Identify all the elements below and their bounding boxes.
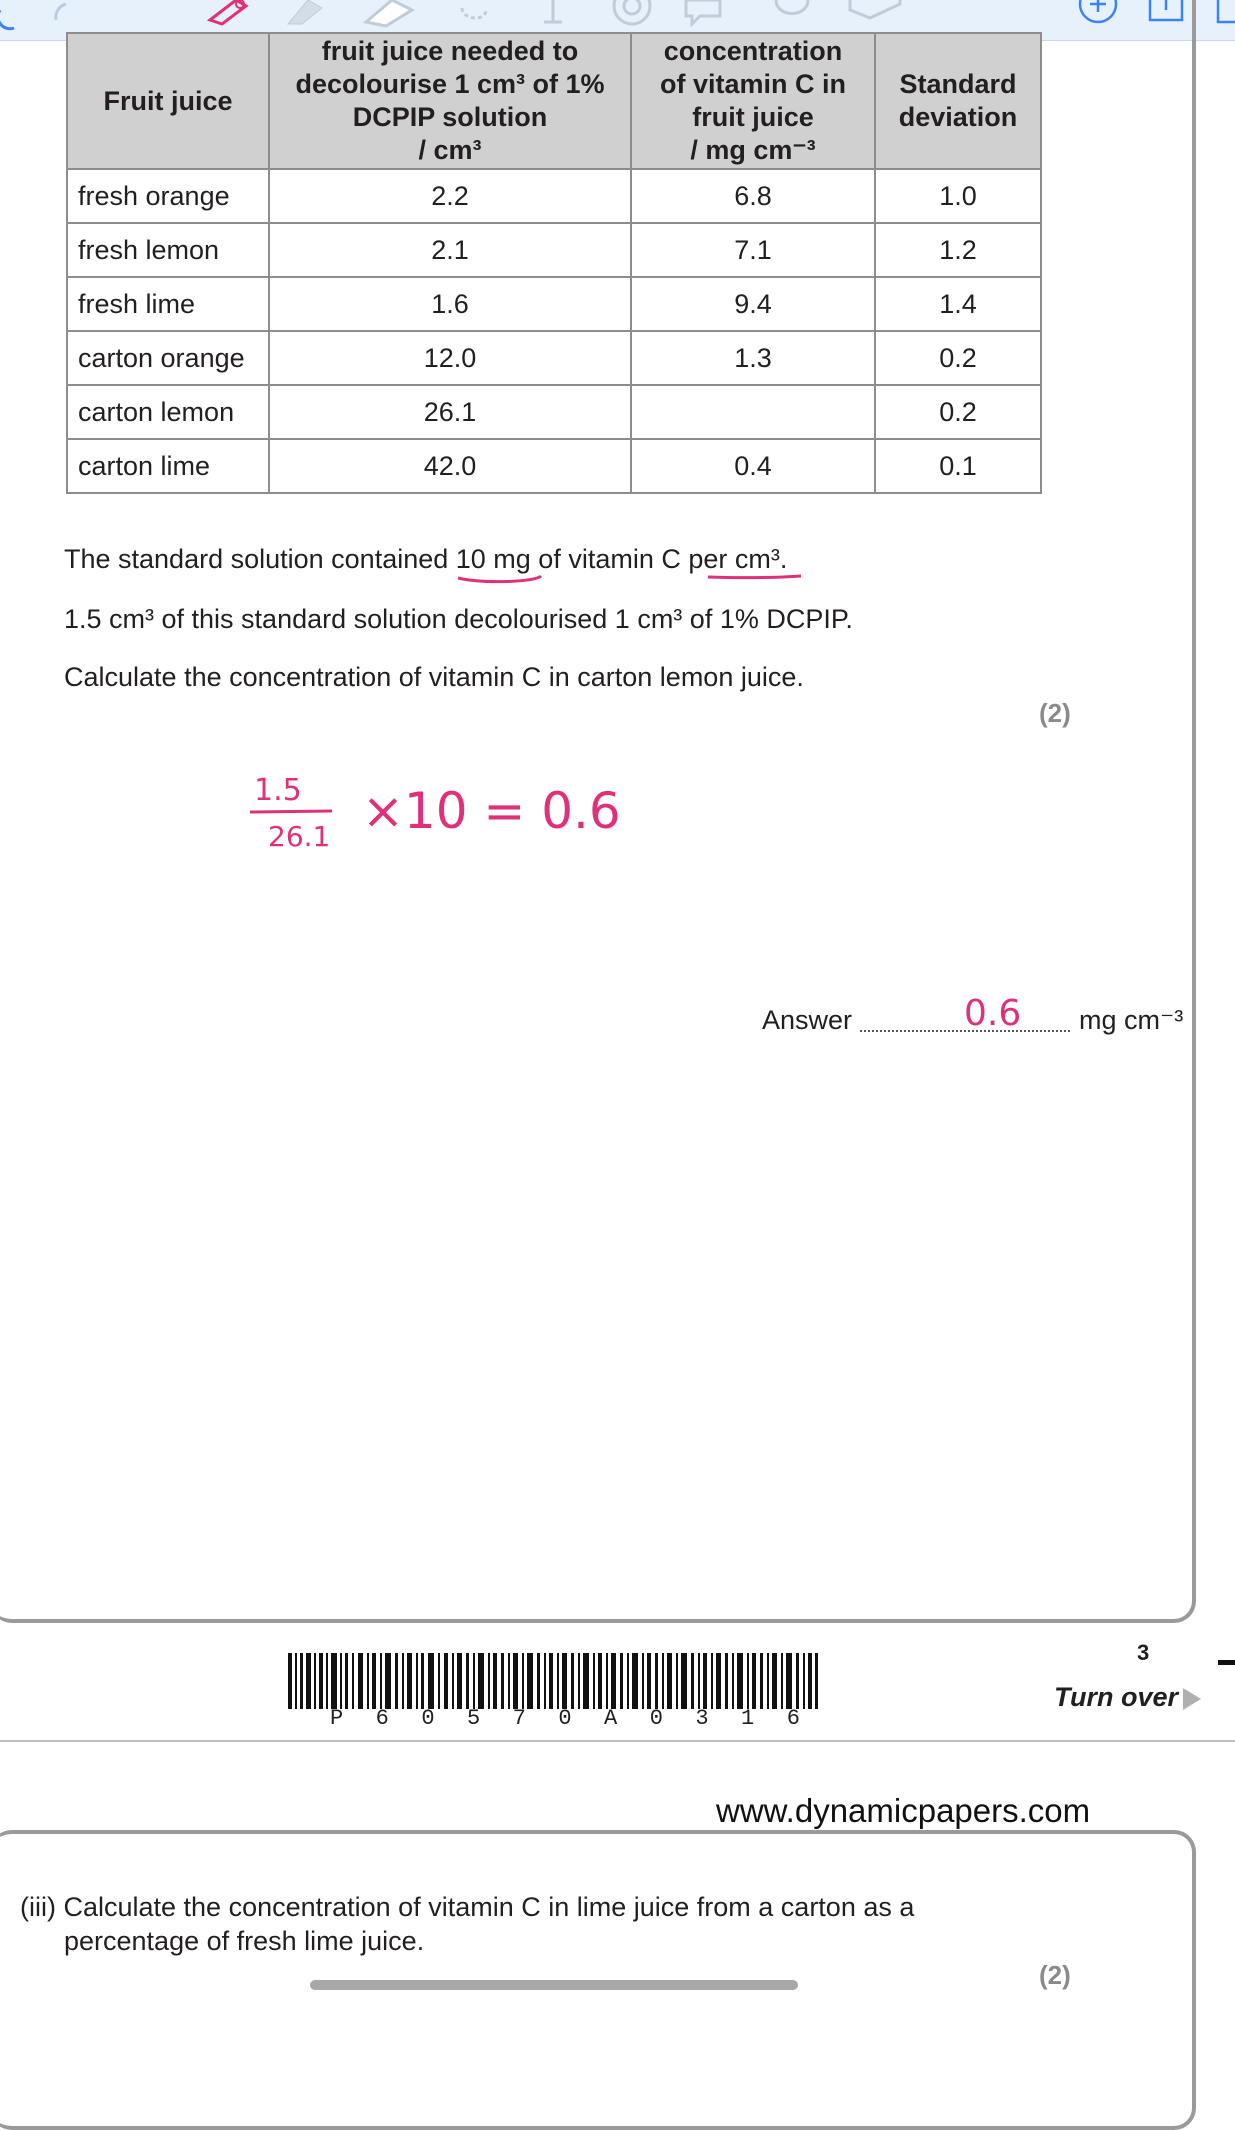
page-divider: [0, 1740, 1235, 1742]
barcode-image: [288, 1653, 818, 1709]
page-number: 3: [1137, 1640, 1150, 1665]
table-row: [67, 277, 1041, 331]
cell-concentration: 1.3: [631, 331, 875, 385]
barcode-char: 7: [512, 1706, 526, 1731]
header-fruit-juice: [67, 33, 269, 169]
marks-2: (2): [1039, 698, 1071, 728]
barcode-char: P: [330, 1706, 344, 1731]
cell-concentration: 9.4: [631, 277, 875, 331]
header-line: Fruit juice: [103, 85, 233, 116]
cell-sd: 1.2: [875, 223, 1041, 277]
header-line: concentration: [663, 36, 843, 66]
header-line: fruit juice: [692, 102, 814, 132]
cell-volume: 2.1: [269, 223, 631, 277]
cell-volume: 12.0: [269, 331, 631, 385]
cell-juice: fresh lemon: [67, 223, 269, 277]
turn-over-arrow-icon: [1183, 1688, 1201, 1710]
table-header-row: [67, 33, 1041, 169]
header-volume: [269, 33, 631, 169]
page-edge-mark: [1218, 1660, 1235, 1665]
cell-concentration-blank[interactable]: [631, 385, 875, 439]
next-question: [20, 1890, 914, 1958]
cell-concentration: 0.4: [631, 439, 875, 493]
barcode-char: 0: [558, 1706, 572, 1731]
barcode-char: 6: [375, 1706, 389, 1731]
question-line-1: The standard solution contained 10 mg of vitamin C per cm³.: [64, 544, 788, 574]
header-line: fruit juice needed to: [321, 36, 579, 66]
cell-volume: 1.6: [269, 277, 631, 331]
table-row: [67, 331, 1041, 385]
cell-sd: 1.4: [875, 277, 1041, 331]
vitamin-c-table: [66, 32, 1042, 494]
horizontal-scrollbar[interactable]: [310, 1980, 798, 1990]
cell-juice: fresh orange: [67, 169, 269, 223]
answer-unit: mg cm⁻³: [1079, 1005, 1184, 1035]
handwritten-numerator: 1.5: [254, 773, 302, 808]
next-question-marks: (2): [1039, 1960, 1071, 1990]
cell-concentration: 6.8: [631, 169, 875, 223]
header-line: of vitamin C in: [659, 69, 846, 99]
page-edge-icon: [1218, 0, 1235, 22]
cell-juice: carton orange: [67, 331, 269, 385]
header-line: decolourise 1 cm³ of 1%: [295, 69, 605, 99]
cell-juice: fresh lime: [67, 277, 269, 331]
barcode-char: 5: [467, 1706, 481, 1731]
table-row: [67, 223, 1041, 277]
header-line: / cm³: [418, 135, 482, 165]
cell-sd: 0.1: [875, 439, 1041, 493]
turn-over-label: Turn over: [1054, 1682, 1179, 1712]
barcode-char: 1: [741, 1706, 755, 1731]
table-row: [67, 385, 1041, 439]
cell-concentration: 7.1: [631, 223, 875, 277]
ink-underlines: [455, 570, 815, 590]
table-row: [67, 169, 1041, 223]
answer-label: Answer: [762, 1005, 853, 1035]
next-question-line-2: percentage of fresh lime juice.: [64, 1926, 425, 1956]
header-line: deviation: [898, 102, 1018, 132]
cell-sd: 0.2: [875, 331, 1041, 385]
website-watermark[interactable]: www.dynamicpapers.com: [716, 1792, 1091, 1829]
fraction-bar: [248, 808, 338, 816]
header-line: Standard: [899, 69, 1017, 99]
barcode-number: [330, 1706, 800, 1731]
handwritten-denominator: 26.1: [268, 820, 331, 853]
cell-volume: 2.2: [269, 169, 631, 223]
question-line-2: 1.5 cm³ of this standard solution decolourised 1 cm³ of 1% DCPIP.: [64, 604, 853, 634]
handwritten-answer: 0.6: [964, 993, 1022, 1034]
cell-sd: 1.0: [875, 169, 1041, 223]
header-line: / mg cm⁻³: [690, 135, 816, 165]
handwritten-calculation: ×10 = 0.6: [362, 782, 621, 840]
question-line-3: Calculate the concentration of vitamin C in carton lemon juice.: [64, 662, 804, 692]
header-line: DCPIP solution: [352, 102, 548, 132]
header-standard-deviation: [875, 33, 1041, 169]
next-question-line-1: (iii) Calculate the concentration of vitamin C in lime juice from a carton as a: [20, 1892, 915, 1922]
cell-volume: 26.1: [269, 385, 631, 439]
barcode-char: 6: [786, 1706, 800, 1731]
header-concentration: [631, 33, 875, 169]
barcode-char: A: [604, 1706, 618, 1731]
cell-juice: carton lime: [67, 439, 269, 493]
cell-sd: 0.2: [875, 385, 1041, 439]
cell-volume: 42.0: [269, 439, 631, 493]
barcode-char: 3: [695, 1706, 709, 1731]
table-row: [67, 439, 1041, 493]
barcode-char: 0: [421, 1706, 435, 1731]
cell-juice: carton lemon: [67, 385, 269, 439]
barcode-char: 0: [649, 1706, 663, 1731]
